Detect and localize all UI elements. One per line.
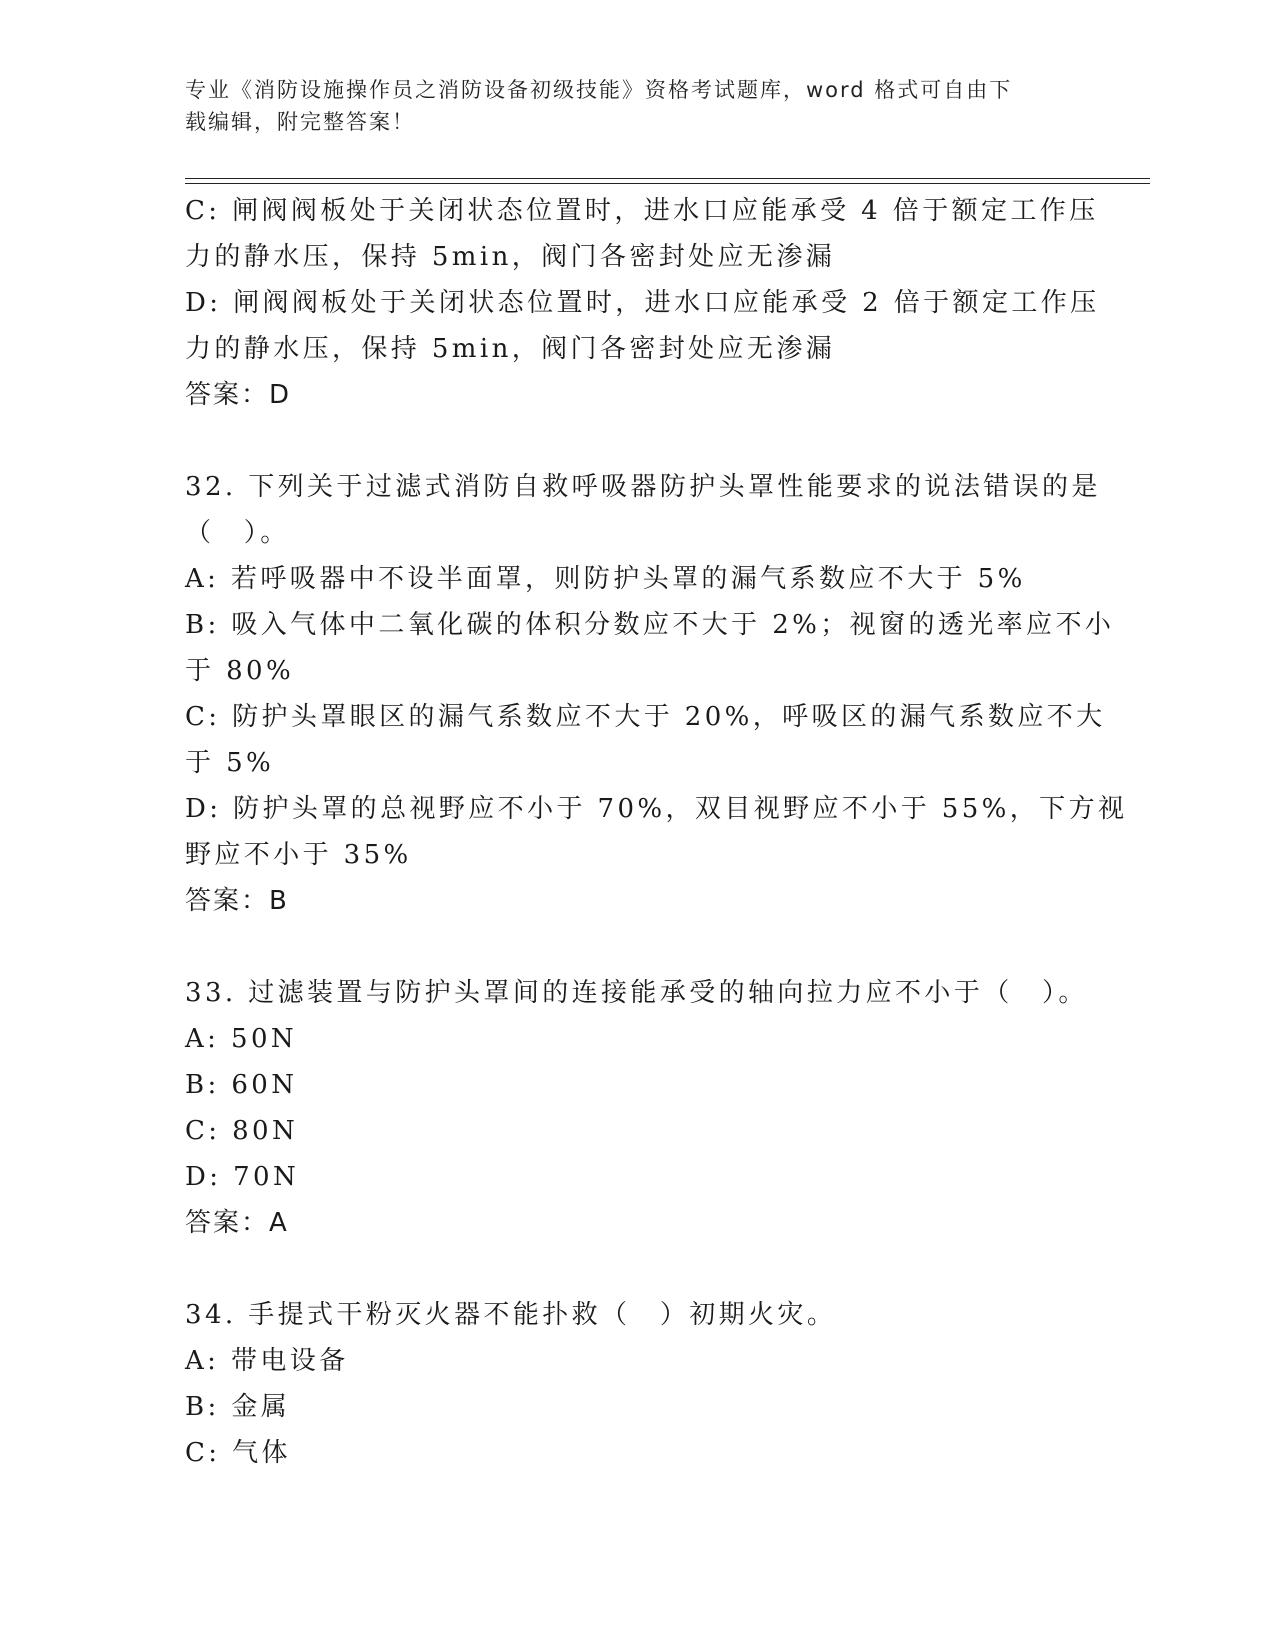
question-content — [185, 188, 1128, 1476]
question-spacer — [185, 1246, 1085, 1292]
option-b-line-2: 于 80% — [185, 656, 295, 686]
option-c: C: 80N — [185, 1116, 299, 1146]
option-c: C: 气体 — [185, 1438, 291, 1468]
option-c-line-2: 力的静水压，保持 5min，阀门各密封处应无渗漏 — [185, 242, 836, 272]
header-line-2: 载编辑，附完整答案！ — [185, 110, 415, 134]
option-a: A: 若呼吸器中不设半面罩，则防护头罩的漏气系数应不大于 5% — [185, 564, 1026, 594]
option-d-line-1: D: 防护头罩的总视野应不小于 70%，双目视野应不小于 55%，下方视 — [185, 794, 1128, 824]
option-b-line-1: B: 吸入气体中二氧化碳的体积分数应不大于 2%；视窗的透光率应不小 — [185, 610, 1115, 640]
question-stem-line-2: （ ）。 — [185, 518, 290, 548]
option-a: A: 50N — [185, 1024, 298, 1054]
header-divider-top — [185, 178, 1150, 179]
question-stem-line-1: 32. 下列关于过滤式消防自救呼吸器防护头罩性能要求的说法错误的是 — [185, 472, 1101, 502]
prev-question — [185, 188, 1100, 418]
question-32 — [185, 464, 1128, 924]
option-d-line-2: 力的静水压，保持 5min，阀门各密封处应无渗漏 — [185, 334, 836, 364]
option-b: B: 金属 — [185, 1392, 291, 1422]
answer-line: 答案：A — [185, 1208, 289, 1238]
option-c-line-1: C: 闸阀阀板处于关闭状态位置时，进水口应能承受 4 倍于额定工作压 — [185, 196, 1099, 226]
question-stem: 34. 手提式干粉灭火器不能扑救（ ）初期火灾。 — [185, 1300, 837, 1330]
answer-line: 答案：B — [185, 886, 289, 916]
question-spacer — [185, 924, 1085, 970]
option-d-line-2: 野应不小于 35% — [185, 840, 412, 870]
option-c-line-1: C: 防护头罩眼区的漏气系数应不大于 20%，呼吸区的漏气系数应不大 — [185, 702, 1106, 732]
question-spacer — [185, 418, 1085, 464]
answer-line: 答案：D — [185, 380, 292, 410]
question-33 — [185, 970, 1088, 1246]
header-divider-bottom — [185, 183, 1150, 184]
header-line-1: 专业《消防设施操作员之消防设备初级技能》资格考试题库，word 格式可自由下 — [185, 78, 1013, 102]
option-d: D: 70N — [185, 1162, 300, 1192]
option-c-line-2: 于 5% — [185, 748, 275, 778]
option-a: A: 带电设备 — [185, 1346, 349, 1376]
option-d-line-1: D: 闸阀阀板处于关闭状态位置时，进水口应能承受 2 倍于额定工作压 — [185, 288, 1100, 318]
option-b: B: 60N — [185, 1070, 298, 1100]
question-34 — [185, 1292, 1085, 1476]
document-header — [185, 74, 1065, 138]
question-stem: 33. 过滤装置与防护头罩间的连接能承受的轴向拉力应不小于（ ）。 — [185, 978, 1088, 1008]
